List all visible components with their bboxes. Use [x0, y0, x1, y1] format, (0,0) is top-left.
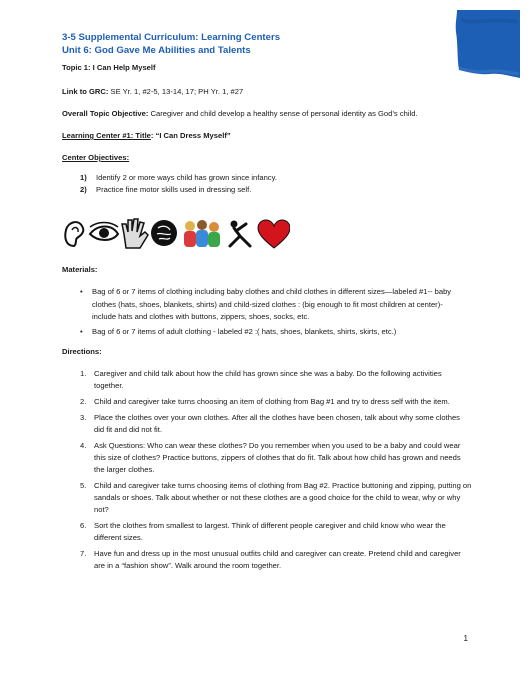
- objective-text: Caregiver and child develop a healthy sense of personal identity as God’s child.: [148, 109, 418, 118]
- topic-title: Topic 1: I Can Help Myself: [62, 63, 156, 72]
- materials-heading: Materials:: [62, 265, 98, 274]
- directions-heading: Directions:: [62, 347, 102, 356]
- list-text: Sort the clothes from smallest to largest. Think of different people caregiver and child know who wear the different sizes.: [94, 521, 446, 542]
- list-item: [80, 184, 277, 196]
- eye-icon: [90, 223, 118, 241]
- overall-objective: [62, 108, 418, 119]
- children-icon: [184, 220, 220, 247]
- center-objectives-heading: Center Objectives:: [62, 153, 130, 162]
- curriculum-title: 3-5 Supplemental Curriculum: Learning Centers: [62, 32, 281, 43]
- list-item: [80, 440, 472, 476]
- center-objectives-list: [80, 172, 277, 196]
- list-item: [80, 480, 472, 516]
- list-item: [80, 396, 472, 408]
- senses-icon-strip: [60, 216, 290, 252]
- list-number: 6.: [80, 521, 87, 530]
- hand-icon: [122, 219, 148, 248]
- list-number: 7.: [80, 549, 87, 558]
- blue-watercolor-corner-art: [455, 10, 520, 78]
- grc-label: Link to GRC:: [62, 87, 109, 96]
- learning-center-title: [62, 130, 231, 141]
- list-number: 2): [80, 185, 87, 194]
- directions-list: [80, 368, 472, 576]
- learning-center-name: : “I Can Dress Myself”: [150, 131, 231, 140]
- objective-label: Overall Topic Objective:: [62, 109, 149, 118]
- list-item: [80, 368, 472, 392]
- bullet-mark: •: [80, 287, 83, 296]
- stretching-person-icon: [230, 221, 250, 247]
- list-text: Place the clothes over your own clothes. After all the clothes have been chosen, talk about why some clothes did fit and did not fit.: [94, 413, 460, 434]
- head-icon: [151, 220, 177, 246]
- list-text: Identify 2 or more ways child has grown since infancy.: [96, 173, 277, 182]
- ear-icon: [65, 222, 83, 246]
- list-item: [80, 548, 472, 572]
- list-item: [80, 326, 468, 339]
- list-text: Ask Questions: Who can wear these clothes? Do you remember when you used to be a baby and could wear this size of clothes? Practice buttons, zippers of clothes that do fit. Talk about how child has grown and needs the larger clothes.: [94, 441, 461, 474]
- list-text: Practice fine motor skills used in dressing self.: [96, 185, 252, 194]
- materials-list: [80, 286, 468, 340]
- list-number: 4.: [80, 441, 87, 450]
- list-item: [80, 172, 277, 184]
- list-number: 2.: [80, 397, 87, 406]
- bullet-mark: •: [80, 326, 83, 336]
- heart-icon: [258, 220, 290, 248]
- list-item: [80, 412, 472, 436]
- list-text: Bag of 6 or 7 items of clothing including baby clothes and child clothes in different sizes—labeled #1-- baby clothes (hats, shoes, blankets, shirts) and child-sized clothes : (big enough to fit most children at center)- include hats and clothes with buttons, zippers, shoes, socks, etc.: [92, 287, 452, 321]
- list-text: Child and caregiver take turns choosing an item of clothing from Bag #1 and try to dress self with the item.: [94, 397, 450, 406]
- document-header: [62, 32, 280, 57]
- page-number: 1: [463, 634, 468, 643]
- list-number: 1.: [80, 369, 87, 378]
- list-item: [80, 286, 468, 324]
- list-text: Child and caregiver take turns choosing items of clothing from Bag #2. Practice buttoning and zipping, putting on sandals or shoes. Talk about whether or not these clothes are a good choice for the child to wear, why or why not?: [94, 481, 472, 514]
- learning-center-label: Learning Center #1: Title: [62, 131, 151, 140]
- list-number: 5.: [80, 481, 87, 490]
- grc-link: [62, 86, 243, 97]
- unit-title: Unit 6: God Gave Me Abilities and Talents: [62, 44, 251, 56]
- list-text: Caregiver and child talk about how the child has grown since she was a baby. Do the following activities together.: [94, 369, 442, 390]
- grc-text: SE Yr. 1, #2-5, 13-14, 17; PH Yr. 1, #27: [108, 87, 244, 96]
- list-item: [80, 520, 472, 544]
- list-text: Have fun and dress up in the most unusual outfits child and caregiver can create. Pretend child and caregiver are in a “fashion show”. Walk around the room together.: [94, 549, 461, 570]
- list-number: 1): [80, 173, 87, 182]
- list-text: Bag of 6 or 7 items of adult clothing - labeled #2 :( hats, shoes, blankets, shirts, skirts, etc.): [92, 326, 397, 336]
- list-number: 3.: [80, 413, 87, 422]
